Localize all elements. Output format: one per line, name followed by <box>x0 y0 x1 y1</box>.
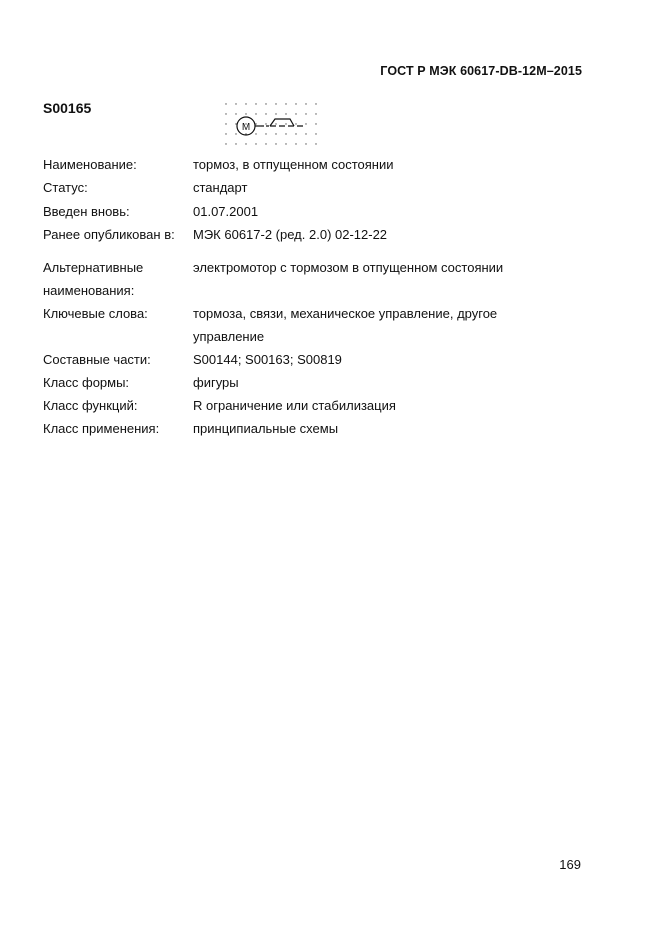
grid-dot <box>275 133 276 134</box>
grid-dot <box>235 103 236 104</box>
field-label: Альтернативные наименования: <box>43 260 144 298</box>
field-label-line2: наименования: <box>43 283 135 298</box>
field-value: R ограничение или стабилизация <box>193 398 396 413</box>
grid-dot <box>265 113 266 114</box>
grid-dot <box>305 143 306 144</box>
grid-dot <box>255 123 256 124</box>
grid-dot <box>225 143 226 144</box>
grid-dot <box>285 123 286 124</box>
field-value: S00144; S00163; S00819 <box>193 352 342 367</box>
grid-dot <box>235 133 236 134</box>
grid-dot <box>225 133 226 134</box>
field-label: Наименование: <box>43 157 137 172</box>
grid-dot <box>285 103 286 104</box>
field-value: электромотор с тормозом в отпущенном состоянии <box>193 260 504 275</box>
grid-dot <box>285 143 286 144</box>
grid-dot <box>225 103 226 104</box>
field-label: Ранее опубликован в: <box>43 227 175 242</box>
grid-dot <box>285 133 286 134</box>
field-value: принципиальные схемы <box>193 421 339 436</box>
brake-motor-symbol-icon <box>222 100 322 146</box>
grid-dot <box>265 133 266 134</box>
grid-dot <box>245 103 246 104</box>
field-value: фигуры <box>193 375 239 390</box>
grid-dot <box>295 143 296 144</box>
field-value: 01.07.2001 <box>193 204 259 219</box>
grid-dot <box>305 123 306 124</box>
page-number: 169 <box>559 857 581 872</box>
grid-dot <box>315 103 316 104</box>
field-label: Класс формы: <box>43 375 130 390</box>
grid-dot <box>235 143 236 144</box>
field-value-line2: управление <box>193 329 265 344</box>
field-label: Ключевые слова: <box>43 306 148 321</box>
grid-dot <box>255 103 256 104</box>
field-label: Класс применения: <box>43 421 160 436</box>
field-label: Статус: <box>43 180 88 195</box>
grid-dot <box>305 113 306 114</box>
grid-dot <box>225 113 226 114</box>
field-label: Введен вновь: <box>43 204 130 219</box>
field-value: тормоз, в отпущенном состоянии <box>193 157 394 172</box>
grid-dot <box>305 103 306 104</box>
grid-dot <box>295 103 296 104</box>
document-header: ГОСТ Р МЭК 60617-DB-12М–2015 <box>380 64 582 78</box>
grid-dot <box>275 123 276 124</box>
grid-dot <box>265 103 266 104</box>
grid-dot <box>265 143 266 144</box>
field-label: Составные части: <box>43 352 151 367</box>
grid-dot <box>265 123 266 124</box>
grid-dot <box>255 143 256 144</box>
grid-dot <box>315 123 316 124</box>
field-value: стандарт <box>193 180 248 195</box>
grid-dot <box>245 143 246 144</box>
grid-dot <box>285 113 286 114</box>
grid-dot <box>315 113 316 114</box>
grid-dot <box>275 103 276 104</box>
field-value: тормоза, связи, механическое управление, другое управление <box>193 306 498 344</box>
field-label: Класс функций: <box>43 398 138 413</box>
grid-dot <box>295 113 296 114</box>
grid-dot <box>245 113 246 114</box>
motor-letter: M <box>241 122 251 133</box>
field-value: МЭК 60617-2 (ред. 2.0) 02-12-22 <box>193 227 388 242</box>
grid-dot <box>315 133 316 134</box>
grid-dot <box>235 123 236 124</box>
grid-dot <box>225 123 226 124</box>
grid-dot <box>295 123 296 124</box>
grid-dot <box>255 113 256 114</box>
grid-dot <box>235 113 236 114</box>
grid-dot <box>315 143 316 144</box>
grid-dot <box>275 113 276 114</box>
symbol-code: S00165 <box>43 100 92 116</box>
grid-dot <box>255 133 256 134</box>
grid-dot <box>295 133 296 134</box>
grid-dot <box>275 143 276 144</box>
grid-dot <box>305 133 306 134</box>
